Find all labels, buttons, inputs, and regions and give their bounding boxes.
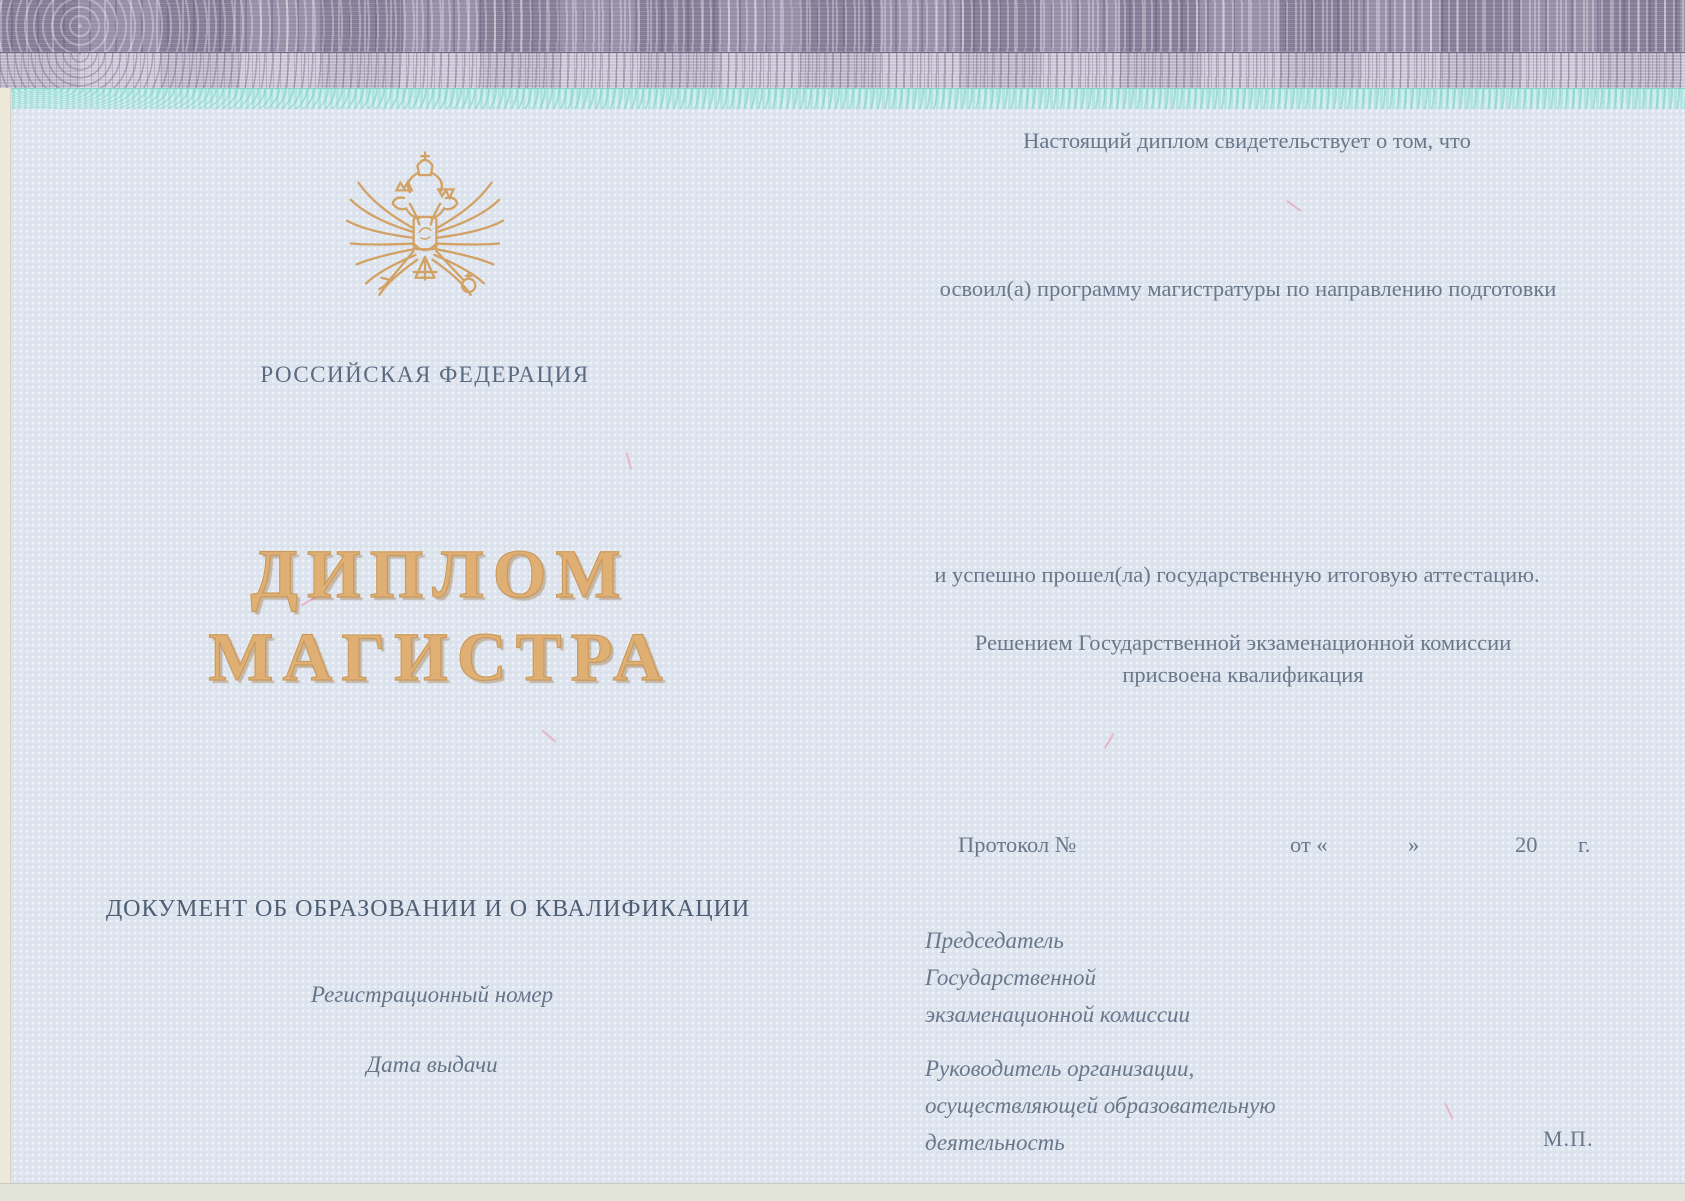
security-fiber <box>1286 200 1302 212</box>
security-fiber <box>1104 733 1114 749</box>
guilloche-border-light <box>0 53 1685 88</box>
head-org-line-3: деятельность <box>925 1130 1065 1155</box>
chairman-line-3: экзаменационной комиссии <box>925 1002 1191 1027</box>
decision-line-1: Решением Государственной экзаменационной комиссии <box>974 630 1512 655</box>
security-fiber <box>626 452 632 470</box>
diploma-title-line2: МАГИСТРА <box>208 619 672 695</box>
registration-number-label: Регистрационный номер <box>310 982 554 1007</box>
security-fiber <box>542 729 557 742</box>
head-org-line-2: осуществляющей образовательную <box>925 1093 1276 1118</box>
russian-coat-of-arms-icon <box>330 142 520 347</box>
head-of-organization-block <box>925 1050 1345 1161</box>
chairman-line-1: Председатель <box>925 928 1064 953</box>
security-fiber <box>1445 1102 1454 1119</box>
document-type-caption: ДОКУМЕНТ ОБ ОБРАЗОВАНИИ И О КВАЛИФИКАЦИИ <box>105 896 751 922</box>
country-name: РОССИЙСКАЯ ФЕДЕРАЦИЯ <box>260 362 590 387</box>
page-edge-left <box>0 88 11 1183</box>
seal-placeholder: М.П. <box>1543 1126 1594 1151</box>
issue-date-label: Дата выдачи <box>366 1052 498 1077</box>
attestation-line: и успешно прошел(ла) государственную итоговую аттестацию. <box>934 562 1540 587</box>
protocol-from-open: от « <box>1290 832 1328 857</box>
protocol-year-prefix: 20 <box>1515 832 1538 857</box>
program-line: освоил(а) программу магистратуры по направлению подготовки <box>939 276 1557 301</box>
guilloche-border-dark <box>0 0 1685 53</box>
decision-line-2: присвоена квалификация <box>1122 662 1364 687</box>
page-edge-bottom <box>0 1183 1685 1201</box>
teal-wave-border <box>0 88 1685 109</box>
statement-line: Настоящий диплом свидетельствует о том, что <box>1023 128 1471 153</box>
protocol-year-suffix: г. <box>1578 832 1591 857</box>
head-org-line-1: Руководитель организации, <box>925 1056 1195 1081</box>
diploma-title-line1: ДИПЛОМ <box>250 536 630 612</box>
protocol-close-quote: » <box>1408 832 1420 857</box>
chairman-line-2: Государственной <box>925 965 1097 990</box>
chairman-signature-block <box>925 922 1345 1033</box>
protocol-label: Протокол № <box>958 832 1077 857</box>
